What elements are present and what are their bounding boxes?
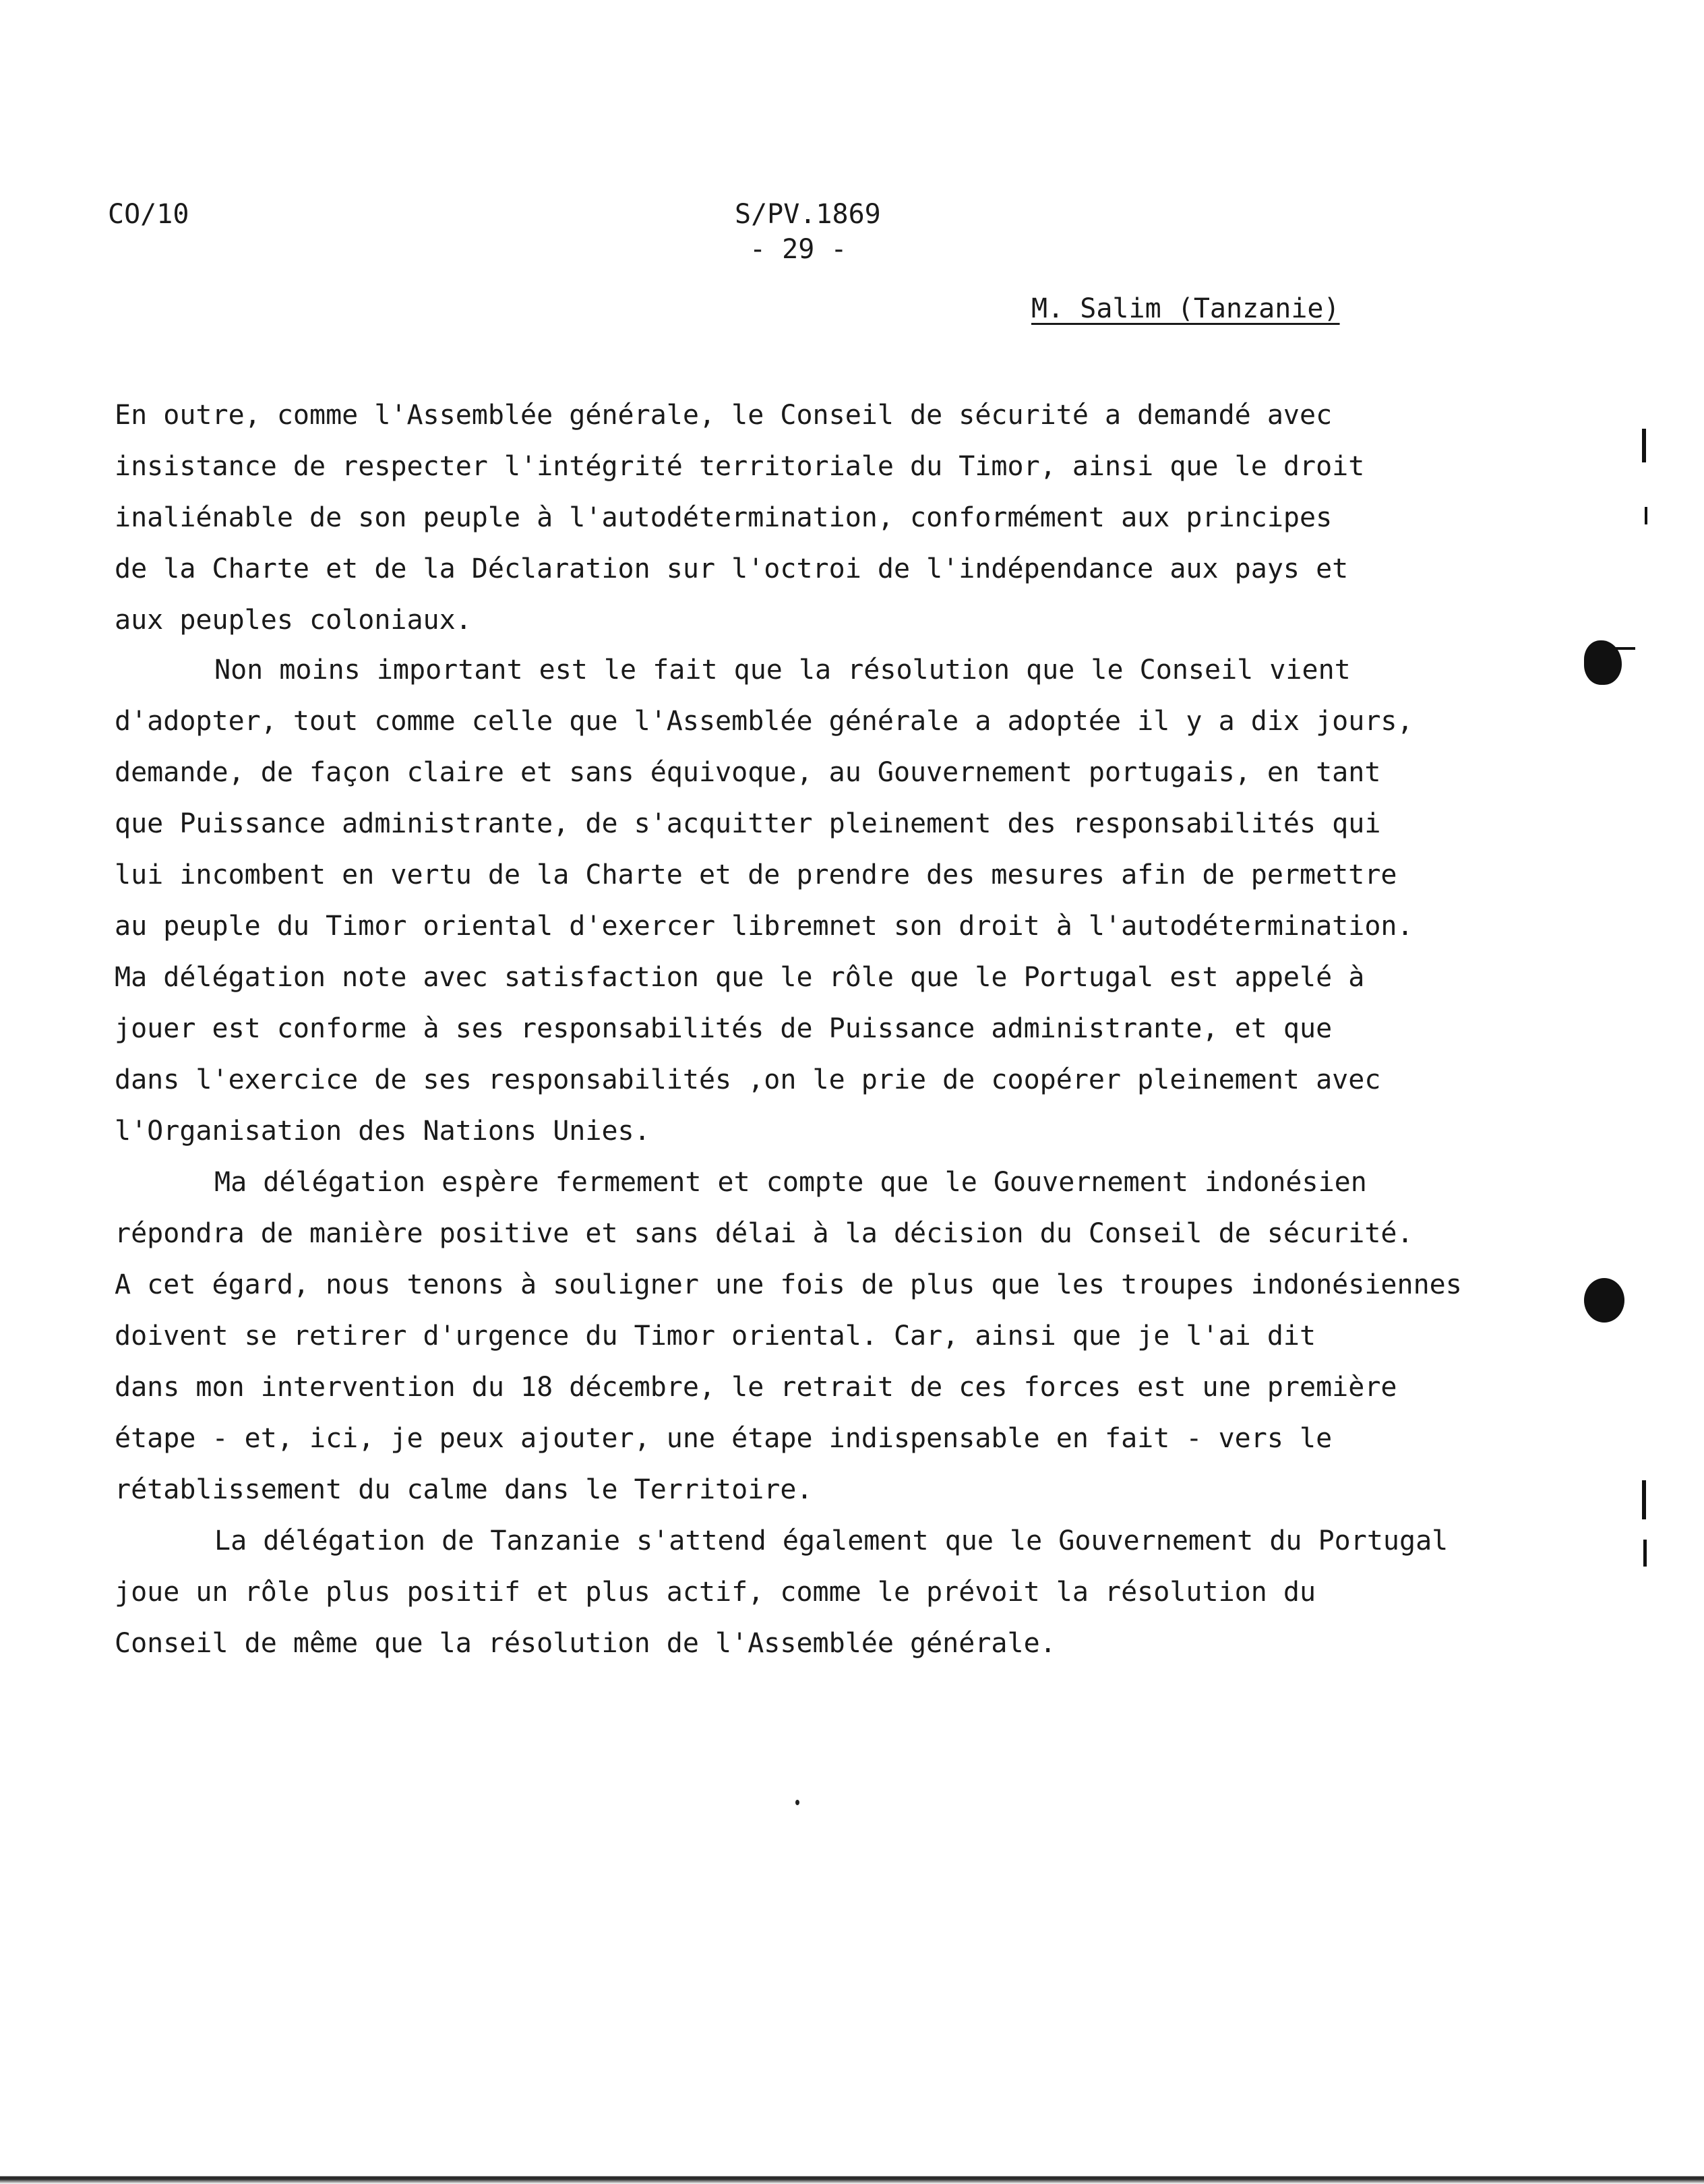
revision-bar <box>1643 1540 1647 1567</box>
text-line: dans mon intervention du 18 décembre, le retrait de ces forces est une première <box>115 1372 1397 1403</box>
text-line: joue un rôle plus positif et plus actif, comme le prévoit la résolution du <box>115 1577 1316 1608</box>
text-line: Conseil de même que la résolution de l'Assemblée générale. <box>115 1628 1056 1659</box>
bottom-rule <box>0 2175 1704 2184</box>
text-line: répondra de manière positive et sans délai à la décision du Conseil de sécurité. <box>115 1218 1413 1249</box>
text-line: aux peuples coloniaux. <box>115 605 472 636</box>
text-line: doivent se retirer d'urgence du Timor oriental. Car, ainsi que je l'ai dit <box>115 1321 1316 1352</box>
text-line: jouer est conforme à ses responsabilités de Puissance administrante, et que <box>115 1013 1333 1044</box>
text-line: La délégation de Tanzanie s'attend également que le Gouvernement du Portugal <box>214 1525 1449 1556</box>
revision-bar <box>1645 507 1647 524</box>
document-code: CO/10 <box>108 199 189 230</box>
speaker-heading: M. Salim (Tanzanie) <box>1031 293 1340 324</box>
text-line: l'Organisation des Nations Unies. <box>115 1116 650 1147</box>
text-line: rétablissement du calme dans le Territoire. <box>115 1474 813 1505</box>
text-line: de la Charte et de la Déclaration sur l'octroi de l'indépendance aux pays et <box>115 553 1349 584</box>
text-line: insistance de respecter l'intégrité territoriale du Timor, ainsi que le droit <box>115 451 1365 482</box>
text-line: que Puissance administrante, de s'acquitter pleinement des responsabilités qui <box>115 808 1381 839</box>
speck-mark <box>795 1800 799 1805</box>
text-line: d'adopter, tout comme celle que l'Assemblée générale a adoptée il y a dix jours, <box>115 706 1413 737</box>
page-number: - 29 - <box>750 234 847 265</box>
text-line: lui incombent en vertu de la Charte et de prendre des mesures afin de permettre <box>115 859 1397 890</box>
scan-blot-tail <box>1615 647 1635 650</box>
text-line: inaliénable de son peuple à l'autodétermination, conformément aux principes <box>115 502 1333 533</box>
text-line: En outre, comme l'Assemblée générale, le Conseil de sécurité a demandé avec <box>115 400 1333 431</box>
text-line: au peuple du Timor oriental d'exercer libremnet son droit à l'autodétermination. <box>115 911 1413 942</box>
text-line: Ma délégation note avec satisfaction que le rôle que le Portugal est appelé à <box>115 962 1365 993</box>
text-line: Non moins important est le fait que la résolution que le Conseil vient <box>214 655 1351 686</box>
document-symbol: S/PV.1869 <box>735 199 881 230</box>
revision-bar <box>1642 429 1646 462</box>
scan-blot <box>1584 1278 1624 1323</box>
text-line: dans l'exercice de ses responsabilités ,on le prie de coopérer pleinement avec <box>115 1064 1381 1095</box>
text-line: demande, de façon claire et sans équivoque, au Gouvernement portugais, en tant <box>115 757 1381 788</box>
text-line: Ma délégation espère fermement et compte que le Gouvernement indonésien <box>214 1167 1367 1198</box>
text-line: étape - et, ici, je peux ajouter, une étape indispensable en fait - vers le <box>115 1423 1333 1454</box>
text-line: A cet égard, nous tenons à souligner une fois de plus que les troupes indonésiennes <box>115 1269 1462 1300</box>
revision-bar <box>1642 1480 1646 1519</box>
